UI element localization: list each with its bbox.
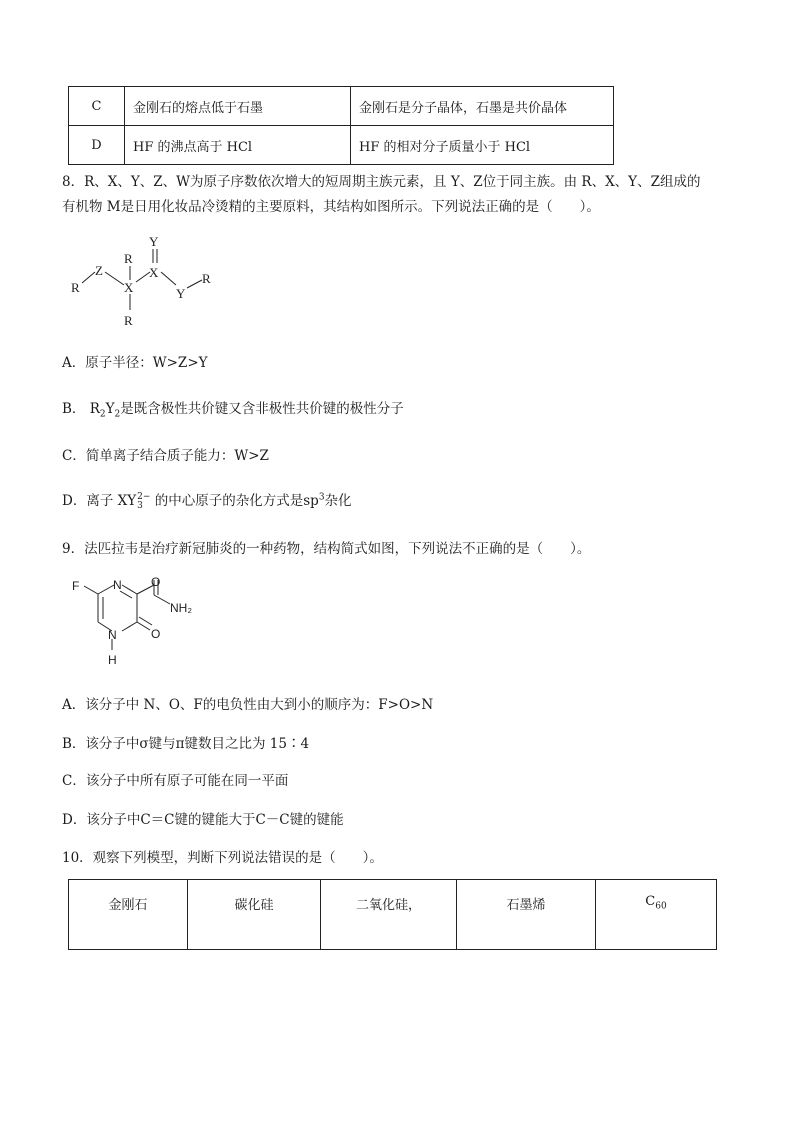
model-diamond: 金刚石 bbox=[69, 880, 188, 950]
double-bond bbox=[120, 591, 132, 598]
atom-n: N bbox=[108, 628, 117, 642]
bond bbox=[136, 272, 150, 282]
answer-table bbox=[68, 86, 614, 165]
bond bbox=[105, 272, 124, 285]
models-table bbox=[68, 879, 717, 950]
model-graphene: 石墨烯 bbox=[457, 880, 596, 950]
model-silicon-dioxide: 二氧化硅， bbox=[321, 880, 457, 950]
table-row bbox=[69, 126, 614, 165]
formula-sub: 3 bbox=[137, 500, 143, 511]
atom-x: X bbox=[124, 280, 134, 295]
q9-structure-diagram bbox=[62, 572, 222, 672]
formula-charge: 2− bbox=[137, 491, 151, 502]
model-c60 bbox=[596, 880, 717, 950]
q9-option-c: C．该分子中所有原子可能在同一平面 bbox=[62, 773, 289, 789]
row-fact: HF 的沸点高于 HCl bbox=[125, 126, 351, 165]
table-row bbox=[69, 87, 614, 126]
q8-option-d bbox=[62, 489, 352, 511]
row-reason: HF 的相对分子质量小于 HCl bbox=[351, 126, 614, 165]
atom-x: X bbox=[149, 265, 159, 280]
row-reason: 金刚石是分子晶体，石墨是共价晶体 bbox=[351, 87, 614, 126]
formula-r: R bbox=[89, 401, 100, 417]
option-prefix: B． bbox=[62, 401, 86, 417]
atom-r: R bbox=[124, 251, 133, 266]
model-silicon-carbide: 碳化硅 bbox=[188, 880, 321, 950]
bond bbox=[161, 272, 176, 285]
option-text: 的中心原子的杂化方式是 bbox=[154, 493, 304, 509]
bond bbox=[154, 595, 170, 604]
option-text: 杂化 bbox=[324, 493, 352, 509]
bond bbox=[137, 622, 150, 630]
atom-nh2: NH₂ bbox=[170, 601, 192, 615]
formula-sub: 2 bbox=[114, 409, 121, 420]
formula-xy: XY bbox=[117, 493, 137, 509]
row-letter: D bbox=[69, 126, 125, 165]
row-fact: 金刚石的熔点低于石墨 bbox=[125, 87, 351, 126]
q8-option-c: C．简单离子结合质子能力：W>Z bbox=[62, 448, 269, 464]
formula-sub: 60 bbox=[655, 901, 667, 912]
q8-stem-line1: 8．R、X、Y、Z、W为原子序数依次增大的短周期主族元素，且 Y、Z位于同主族。由 R、X、Y、Z组成的 bbox=[62, 174, 701, 190]
atom-y: Y bbox=[149, 234, 159, 249]
bond bbox=[122, 585, 137, 594]
q9-option-b: B．该分子中σ键与π键数目之比为 15∶4 bbox=[62, 736, 310, 752]
q10-stem: 10．观察下列模型，判断下列说法错误的是（ ）。 bbox=[62, 850, 383, 866]
bond bbox=[84, 586, 98, 594]
atom-r: R bbox=[202, 271, 211, 286]
formula-y: Y bbox=[105, 401, 115, 417]
q8-structure-diagram bbox=[62, 230, 232, 335]
atom-y: Y bbox=[176, 286, 186, 301]
bond bbox=[187, 280, 202, 288]
formula-sub: 2 bbox=[99, 409, 106, 420]
q8-option-b bbox=[62, 397, 404, 420]
atom-o: O bbox=[151, 627, 161, 641]
double-bond bbox=[139, 617, 152, 625]
q9-option-d: D．该分子中C＝C键的键能大于C－C键的键能 bbox=[62, 812, 344, 828]
table-row bbox=[69, 880, 717, 950]
atom-n: N bbox=[113, 578, 122, 592]
formula-sp: sp bbox=[303, 493, 319, 509]
formula-c: C bbox=[645, 894, 656, 909]
atom-r: R bbox=[124, 313, 133, 328]
row-letter: C bbox=[69, 87, 125, 126]
q9-option-a: A．该分子中 N、O、F的电负性由大到小的顺序为：F>O>N bbox=[62, 697, 434, 713]
atom-o: O bbox=[151, 575, 161, 589]
q9-stem: 9．法匹拉韦是治疗新冠肺炎的一种药物，结构简式如图，下列说法不正确的是（ ）。 bbox=[62, 541, 591, 557]
atom-h: H bbox=[108, 653, 117, 667]
atom-r: R bbox=[71, 280, 80, 295]
formula-sup: 3 bbox=[318, 492, 325, 503]
option-prefix: D．离子 bbox=[62, 493, 114, 509]
bond bbox=[122, 622, 137, 631]
q8-option-a: A．原子半径：W>Z>Y bbox=[62, 355, 208, 371]
atom-f: F bbox=[72, 579, 80, 593]
bond bbox=[98, 585, 114, 594]
q8-stem-line2: 有机物 M是日用化妆品冷烫精的主要原料，其结构如图所示。下列说法正确的是（ ）。 bbox=[62, 199, 600, 215]
option-text: 是既含极性共价键又含非极性共价键的极性分子 bbox=[120, 401, 404, 417]
bond bbox=[82, 272, 95, 283]
atom-z: Z bbox=[95, 263, 103, 278]
